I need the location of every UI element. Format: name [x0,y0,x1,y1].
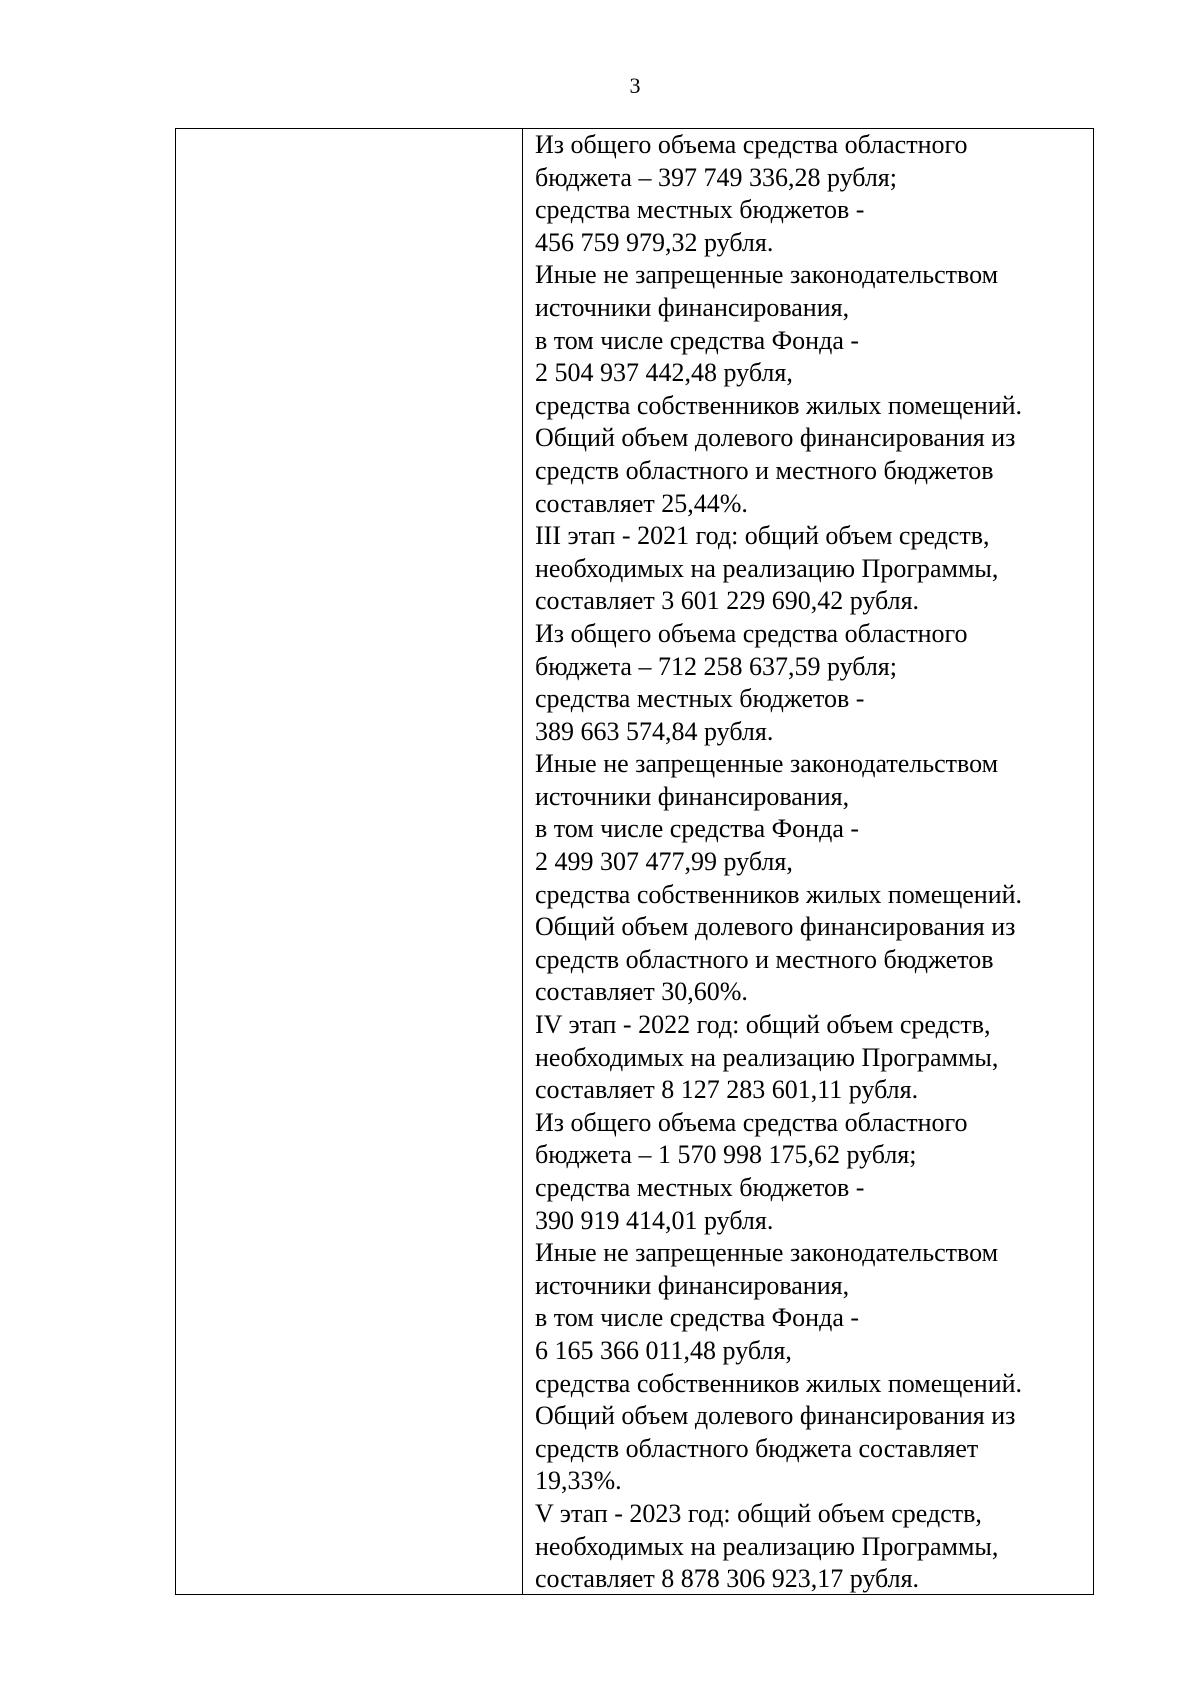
text-line: 6 165 366 011,48 рубля, [535,1335,792,1365]
text-line: в том числе средства Фонда - [535,1303,860,1333]
text-line: бюджета – 712 258 637,59 рубля; [535,651,897,681]
text-line: Иные не запрещенные законодательством [535,260,999,290]
text-line: составляет 25,44%. [535,488,748,518]
text-line: средства местных бюджетов - [535,684,865,714]
text-line: средства местных бюджетов - [535,1173,865,1202]
text-line: средств областного и местного бюджетов [535,455,994,485]
text-line: Из общего объема средства областного [535,618,968,648]
text-line: 456 759 979,32 рубля. [535,227,774,257]
text-line: составляет 3 601 229 690,42 рубля. [535,586,920,616]
text-line: необходимых на реализацию Программы, [535,553,999,583]
text-line: Общий объем долевого финансирования из [535,912,1016,942]
text-line: источники финансирования, [535,292,850,322]
text-line: средств областного и местного бюджетов [535,944,994,974]
text-line: 2 504 937 442,48 рубля, [535,358,793,388]
text-line: Из общего объема средства областного [535,130,968,159]
table-left-cell [176,129,523,1594]
text-line: бюджета – 397 749 336,28 рубля; [535,162,897,192]
text-line: средств областного бюджета составляет [535,1433,979,1463]
text-line: Общий объем долевого финансирования из [535,423,1016,453]
table-right-cell [523,129,1093,1594]
text-line: составляет 8 878 306 923,17 рубля. [535,1564,920,1594]
text-line: IV этап - 2022 год: общий объем средств, [535,1010,991,1040]
text-line: средства собственников жилых помещений. [535,1368,1023,1398]
text-line: средства собственников жилых помещений. [535,390,1023,420]
text-line: V этап - 2023 год: общий объем средств, [535,1498,982,1528]
page-number: 3 [629,73,641,98]
text-line: Общий объем долевого финансирования из [535,1401,1016,1431]
text-line: Иные не запрещенные законодательством [535,1238,999,1268]
text-line: источники финансирования, [535,781,850,811]
text-line: составляет 30,60%. [535,977,748,1007]
document-table [175,128,1094,1595]
text-line: средства местных бюджетов - [535,195,865,225]
text-line: средства собственников жилых помещений. [535,879,1023,909]
text-line: 2 499 307 477,99 рубля, [535,847,793,877]
text-line: III этап - 2021 год: общий объем средств, [535,521,990,551]
text-line: необходимых на реализацию Программы, [535,1531,999,1561]
text-line: бюджета – 1 570 998 175,62 рубля; [535,1140,917,1170]
text-line: Из общего объема средства областного [535,1107,968,1137]
text-line: в том числе средства Фонда - [535,814,860,844]
text-line: в том числе средства Фонда - [535,325,860,355]
text-line: Иные не запрещенные законодательством [535,749,999,779]
text-line: составляет 8 127 283 601,11 рубля. [535,1075,919,1105]
text-line: 390 919 414,01 рубля. [535,1205,774,1235]
text-line: источники финансирования, [535,1270,850,1300]
text-line: необходимых на реализацию Программы, [535,1042,999,1072]
text-line: 19,33%. [535,1466,622,1496]
text-line: 389 663 574,84 рубля. [535,716,774,746]
